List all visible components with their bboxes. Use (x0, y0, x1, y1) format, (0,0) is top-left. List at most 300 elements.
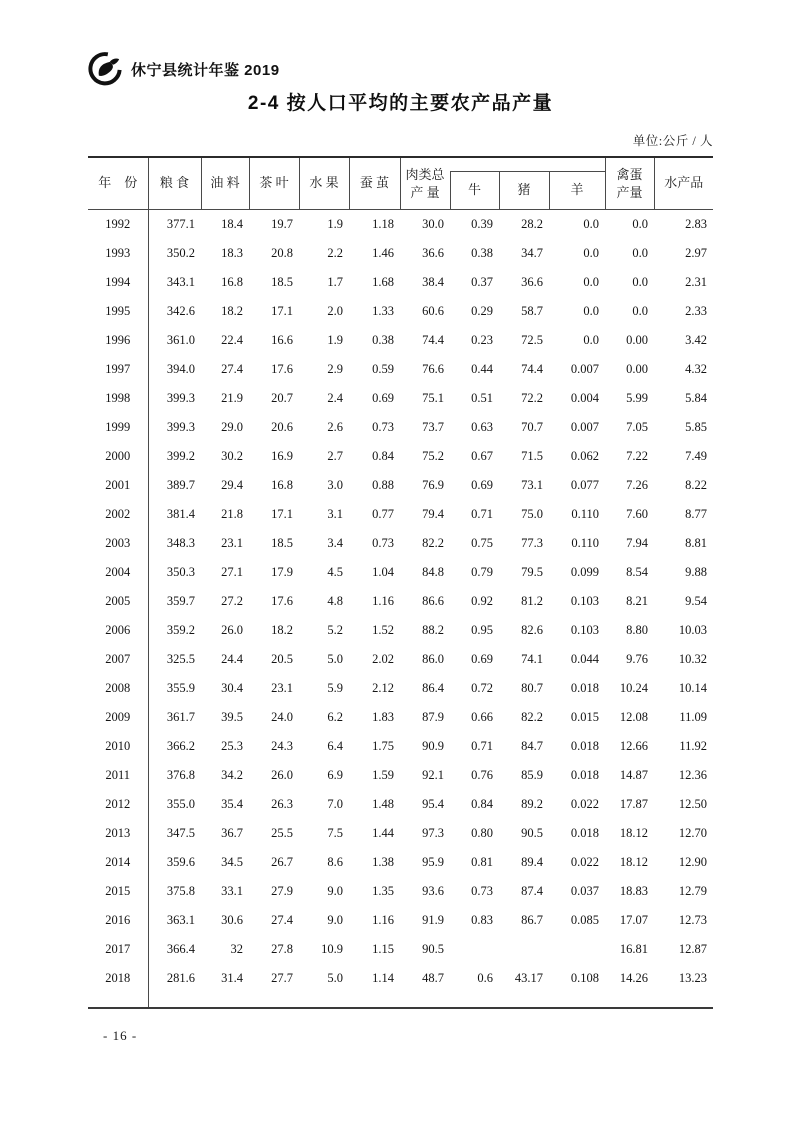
value-cell: 21.8 (221, 507, 243, 521)
table-row (88, 616, 713, 645)
value-cell: 0.37 (471, 275, 493, 289)
value-cell: 9.76 (626, 652, 649, 666)
value-cell: 361.0 (166, 333, 195, 347)
table-row (88, 877, 713, 906)
value-cell: 4.5 (327, 565, 343, 579)
value-cell: 0.6 (477, 971, 493, 985)
value-cell: 24.4 (221, 652, 243, 666)
value-cell: 76.9 (422, 478, 444, 492)
value-cell: 355.9 (166, 681, 195, 695)
table-row (88, 471, 713, 500)
value-cell: 27.2 (221, 594, 243, 608)
year-cell: 1996 (88, 326, 148, 355)
value-cell: 18.2 (221, 304, 243, 318)
value-cell: 26.3 (271, 797, 293, 811)
column-header-pig: 猪 (499, 172, 549, 210)
value-cell: 25.5 (271, 826, 293, 840)
value-cell: 1.75 (372, 739, 394, 753)
value-cell: 2.0 (327, 304, 343, 318)
value-cell: 17.1 (271, 304, 293, 318)
value-cell (450, 935, 499, 964)
value-cell: 32 (230, 942, 243, 956)
value-cell: 355.0 (166, 797, 195, 811)
column-header-total-meat (400, 157, 450, 210)
value-cell: 1.68 (372, 275, 394, 289)
table-row (88, 587, 713, 616)
value-cell: 0.73 (372, 536, 394, 550)
table-row (88, 442, 713, 471)
table-row (88, 964, 713, 993)
value-cell: 0.72 (471, 681, 493, 695)
value-cell: 89.4 (521, 855, 543, 869)
value-cell: 11.92 (679, 739, 708, 753)
table-row (88, 500, 713, 529)
value-cell: 36.6 (422, 246, 444, 260)
value-cell: 2.4 (327, 391, 343, 405)
value-cell: 0.004 (570, 391, 600, 405)
value-cell: 12.73 (678, 913, 708, 927)
value-cell: 76.6 (422, 362, 444, 376)
value-cell: 86.0 (422, 652, 444, 666)
value-cell: 1.18 (372, 217, 394, 231)
value-cell: 0.88 (372, 478, 394, 492)
value-cell: 24.0 (271, 710, 293, 724)
value-cell: 366.2 (166, 739, 195, 753)
value-cell: 77.3 (521, 536, 543, 550)
year-cell: 2014 (88, 848, 148, 877)
value-cell: 75.0 (521, 507, 543, 521)
value-cell: 35.4 (221, 797, 243, 811)
value-cell: 90.5 (521, 826, 543, 840)
value-cell: 2.7 (327, 449, 343, 463)
value-cell: 1.16 (372, 913, 394, 927)
value-cell: 16.9 (271, 449, 293, 463)
value-cell: 27.1 (221, 565, 243, 579)
year-cell: 2009 (88, 703, 148, 732)
value-cell: 0.73 (372, 420, 394, 434)
value-cell: 86.7 (521, 913, 543, 927)
column-header-fruit: 水 果 (299, 157, 349, 210)
value-cell: 16.8 (221, 275, 243, 289)
value-cell: 0.73 (471, 884, 493, 898)
value-cell: 89.2 (521, 797, 543, 811)
value-cell: 0.022 (570, 797, 600, 811)
value-cell: 6.9 (327, 768, 343, 782)
value-cell: 0.76 (471, 768, 493, 782)
filler-cell (148, 993, 713, 1008)
value-cell: 86.6 (422, 594, 444, 608)
value-cell: 20.8 (271, 246, 293, 260)
value-cell: 81.2 (521, 594, 543, 608)
value-cell: 1.48 (372, 797, 394, 811)
value-cell: 34.2 (221, 768, 243, 782)
filler-cell (88, 993, 148, 1008)
value-cell: 93.6 (422, 884, 444, 898)
value-cell: 27.7 (271, 971, 293, 985)
value-cell: 0.0 (632, 304, 649, 318)
value-cell: 10.14 (678, 681, 708, 695)
per-capita-output-table (88, 156, 713, 1009)
table-row (88, 819, 713, 848)
value-cell: 1.16 (372, 594, 394, 608)
value-cell: 18.3 (221, 246, 243, 260)
year-cell: 1994 (88, 268, 148, 297)
value-cell: 14.87 (619, 768, 649, 782)
value-cell: 1.44 (372, 826, 394, 840)
table-row (88, 761, 713, 790)
value-cell: 91.9 (422, 913, 444, 927)
value-cell: 1.9 (327, 217, 343, 231)
value-cell: 27.8 (271, 942, 293, 956)
value-cell: 8.6 (327, 855, 343, 869)
value-cell: 12.87 (678, 942, 708, 956)
value-cell: 0.0 (632, 217, 649, 231)
value-cell: 16.6 (271, 333, 293, 347)
table-row (88, 326, 713, 355)
value-cell: 11.09 (679, 710, 708, 724)
yearbook-logo-icon (88, 52, 122, 86)
value-cell: 399.2 (166, 449, 195, 463)
value-cell: 0.0 (583, 304, 600, 318)
value-cell: 0.66 (471, 710, 493, 724)
column-header-oil: 油 料 (201, 157, 249, 210)
value-cell: 19.7 (271, 217, 293, 231)
table-row (88, 645, 713, 674)
table-row (88, 239, 713, 268)
value-cell: 2.02 (372, 652, 394, 666)
column-header-poultry-eggs (605, 157, 654, 210)
value-cell: 12.70 (678, 826, 708, 840)
value-cell: 0.0 (632, 246, 649, 260)
column-header-tea: 茶 叶 (249, 157, 299, 210)
value-cell: 2.9 (327, 362, 343, 376)
table-row (88, 384, 713, 413)
value-cell (549, 935, 605, 964)
value-cell: 82.2 (521, 710, 543, 724)
value-cell: 0.84 (471, 797, 493, 811)
value-cell: 18.12 (619, 826, 649, 840)
value-cell: 0.38 (471, 246, 493, 260)
value-cell: 24.3 (271, 739, 293, 753)
year-cell: 1998 (88, 384, 148, 413)
year-cell: 2000 (88, 442, 148, 471)
value-cell: 74.4 (422, 333, 444, 347)
value-cell: 0.018 (570, 826, 600, 840)
value-cell: 2.83 (685, 217, 708, 231)
value-cell: 5.99 (626, 391, 649, 405)
unit-label: 单位:公斤 / 人 (632, 134, 713, 148)
value-cell: 12.66 (619, 739, 649, 753)
year-cell: 2012 (88, 790, 148, 819)
value-cell: 0.38 (372, 333, 394, 347)
year-cell: 2004 (88, 558, 148, 587)
brand-text: 休宁县统计年鉴 2019 (131, 61, 280, 79)
value-cell: 5.84 (685, 391, 708, 405)
value-cell: 0.018 (570, 681, 600, 695)
value-cell: 43.17 (514, 971, 543, 985)
value-cell: 7.0 (327, 797, 343, 811)
value-cell: 18.5 (271, 536, 293, 550)
value-cell: 29.0 (221, 420, 243, 434)
value-cell: 2.12 (372, 681, 394, 695)
value-cell: 7.5 (327, 826, 343, 840)
value-cell: 0.037 (570, 884, 600, 898)
value-cell: 75.1 (422, 391, 444, 405)
table-row (88, 703, 713, 732)
value-cell: 1.83 (372, 710, 394, 724)
value-cell: 366.4 (166, 942, 195, 956)
value-cell: 0.0 (632, 275, 649, 289)
value-cell: 18.12 (619, 855, 649, 869)
value-cell: 10.24 (619, 681, 649, 695)
value-cell: 95.9 (422, 855, 444, 869)
value-cell: 1.33 (372, 304, 394, 318)
year-cell: 2011 (88, 761, 148, 790)
value-cell: 17.6 (271, 594, 293, 608)
value-cell: 8.22 (685, 478, 708, 492)
filler-row (88, 993, 713, 1008)
value-cell: 6.4 (327, 739, 343, 753)
year-cell: 2007 (88, 645, 148, 674)
year-cell: 2017 (88, 935, 148, 964)
value-cell: 72.5 (521, 333, 543, 347)
value-cell: 359.7 (166, 594, 195, 608)
table-row (88, 297, 713, 326)
value-cell: 20.7 (271, 391, 293, 405)
value-cell: 375.8 (166, 884, 195, 898)
value-cell: 8.80 (626, 623, 649, 637)
value-cell: 30.2 (221, 449, 243, 463)
value-cell: 3.42 (685, 333, 708, 347)
value-cell: 377.1 (166, 217, 195, 231)
value-cell: 3.4 (327, 536, 343, 550)
value-cell: 1.52 (372, 623, 394, 637)
value-cell: 23.1 (271, 681, 293, 695)
value-cell: 82.2 (422, 536, 444, 550)
value-cell: 0.018 (570, 739, 600, 753)
value-cell: 0.39 (471, 217, 493, 231)
value-cell: 359.6 (166, 855, 195, 869)
poultry-eggs-line2: 产量 (616, 184, 643, 200)
value-cell: 6.2 (327, 710, 343, 724)
value-cell: 5.85 (685, 420, 708, 434)
year-cell: 2003 (88, 529, 148, 558)
value-cell: 34.7 (521, 246, 543, 260)
value-cell: 17.1 (271, 507, 293, 521)
value-cell: 97.3 (422, 826, 444, 840)
value-cell: 84.7 (521, 739, 543, 753)
value-cell: 0.71 (471, 739, 493, 753)
value-cell: 84.8 (422, 565, 444, 579)
value-cell: 325.5 (166, 652, 195, 666)
value-cell: 3.1 (327, 507, 343, 521)
value-cell: 82.6 (521, 623, 543, 637)
value-cell: 342.6 (166, 304, 195, 318)
value-cell: 4.8 (327, 594, 343, 608)
column-header-sheep: 羊 (549, 172, 605, 210)
value-cell: 30.4 (221, 681, 243, 695)
value-cell: 0.92 (471, 594, 493, 608)
value-cell: 27.4 (221, 362, 243, 376)
value-cell: 0.51 (471, 391, 493, 405)
value-cell: 17.87 (619, 797, 649, 811)
value-cell: 1.9 (327, 333, 343, 347)
page-number: - 16 - (103, 1028, 138, 1043)
year-cell: 2006 (88, 616, 148, 645)
value-cell: 0.007 (570, 362, 600, 376)
value-cell: 1.7 (327, 275, 343, 289)
year-cell: 1999 (88, 413, 148, 442)
year-cell: 2002 (88, 500, 148, 529)
value-cell: 20.5 (271, 652, 293, 666)
value-cell: 399.3 (166, 420, 195, 434)
value-cell: 74.4 (521, 362, 543, 376)
value-cell: 7.49 (685, 449, 708, 463)
year-cell: 1993 (88, 239, 148, 268)
table-row (88, 906, 713, 935)
value-cell: 0.29 (471, 304, 493, 318)
value-cell: 31.4 (221, 971, 243, 985)
value-cell: 23.1 (221, 536, 243, 550)
value-cell: 8.54 (626, 565, 649, 579)
table-row (88, 848, 713, 877)
value-cell: 9.0 (327, 884, 343, 898)
value-cell: 71.5 (521, 449, 543, 463)
value-cell: 0.0 (583, 275, 600, 289)
table-row (88, 355, 713, 384)
value-cell: 0.044 (570, 652, 600, 666)
value-cell: 90.9 (422, 739, 444, 753)
value-cell: 381.4 (166, 507, 195, 521)
value-cell: 73.1 (521, 478, 543, 492)
value-cell: 58.7 (521, 304, 543, 318)
value-cell: 92.1 (422, 768, 444, 782)
value-cell: 18.5 (271, 275, 293, 289)
value-cell: 80.7 (521, 681, 543, 695)
value-cell: 10.9 (321, 942, 343, 956)
value-cell: 7.26 (626, 478, 649, 492)
value-cell: 87.9 (422, 710, 444, 724)
value-cell: 0.103 (570, 623, 600, 637)
value-cell: 22.4 (221, 333, 243, 347)
value-cell: 16.8 (271, 478, 293, 492)
value-cell: 0.81 (471, 855, 493, 869)
value-cell: 7.60 (626, 507, 649, 521)
value-cell: 347.5 (166, 826, 195, 840)
yearbook-brand (88, 52, 280, 86)
value-cell: 1.38 (372, 855, 394, 869)
value-cell: 0.108 (570, 971, 600, 985)
value-cell: 14.26 (619, 971, 649, 985)
value-cell: 8.77 (685, 507, 708, 521)
year-cell: 2008 (88, 674, 148, 703)
table-body (88, 210, 713, 1009)
value-cell: 0.80 (471, 826, 493, 840)
column-header-cattle: 牛 (450, 172, 499, 210)
value-cell: 10.03 (678, 623, 708, 637)
value-cell: 2.6 (327, 420, 343, 434)
value-cell: 75.2 (422, 449, 444, 463)
value-cell: 0.79 (471, 565, 493, 579)
value-cell: 1.15 (372, 942, 394, 956)
value-cell: 389.7 (166, 478, 195, 492)
value-cell: 26.0 (221, 623, 243, 637)
value-cell: 26.7 (271, 855, 293, 869)
value-cell: 5.0 (327, 971, 343, 985)
value-cell: 8.81 (685, 536, 708, 550)
table-row (88, 558, 713, 587)
value-cell: 17.07 (619, 913, 649, 927)
value-cell: 0.69 (471, 652, 493, 666)
value-cell: 17.9 (271, 565, 293, 579)
value-cell: 350.2 (166, 246, 195, 260)
value-cell: 39.5 (221, 710, 243, 724)
value-cell: 0.59 (372, 362, 394, 376)
value-cell: 7.94 (626, 536, 649, 550)
value-cell: 0.44 (471, 362, 493, 376)
value-cell: 5.0 (327, 652, 343, 666)
value-cell: 29.4 (221, 478, 243, 492)
value-cell: 4.32 (685, 362, 708, 376)
table-row (88, 210, 713, 240)
value-cell: 25.3 (221, 739, 243, 753)
value-cell: 12.50 (678, 797, 708, 811)
value-cell: 0.015 (570, 710, 600, 724)
value-cell: 36.7 (221, 826, 243, 840)
value-cell: 1.04 (372, 565, 394, 579)
table-row (88, 529, 713, 558)
value-cell: 0.77 (372, 507, 394, 521)
value-cell (499, 935, 549, 964)
value-cell: 2.31 (685, 275, 708, 289)
value-cell: 18.83 (619, 884, 649, 898)
value-cell: 1.14 (372, 971, 394, 985)
poultry-eggs-line1: 禽蛋 (616, 166, 643, 182)
value-cell: 0.0 (583, 246, 600, 260)
year-cell: 1995 (88, 297, 148, 326)
column-header-aquatic: 水产品 (654, 157, 713, 210)
page-title: 2-4 按人口平均的主要农产品产量 (247, 93, 554, 114)
value-cell: 5.2 (327, 623, 343, 637)
value-cell: 9.0 (327, 913, 343, 927)
value-cell: 26.0 (271, 768, 293, 782)
table-row (88, 790, 713, 819)
value-cell: 0.0 (583, 217, 600, 231)
year-cell: 1997 (88, 355, 148, 384)
value-cell: 376.8 (166, 768, 195, 782)
value-cell: 5.9 (327, 681, 343, 695)
value-cell: 12.90 (678, 855, 708, 869)
value-cell: 0.00 (626, 362, 649, 376)
year-cell: 2010 (88, 732, 148, 761)
meat-subgroup-spanner (450, 157, 605, 172)
value-cell: 0.71 (471, 507, 493, 521)
value-cell: 0.007 (570, 420, 600, 434)
value-cell: 88.2 (422, 623, 444, 637)
year-cell: 2016 (88, 906, 148, 935)
year-cell: 2018 (88, 964, 148, 993)
value-cell: 0.085 (570, 913, 600, 927)
value-cell: 7.05 (626, 420, 649, 434)
value-cell: 73.7 (422, 420, 444, 434)
value-cell: 0.63 (471, 420, 493, 434)
value-cell: 30.0 (422, 217, 444, 231)
column-header-cocoon: 蚕 茧 (349, 157, 400, 210)
value-cell: 0.69 (372, 391, 394, 405)
value-cell: 30.6 (221, 913, 243, 927)
value-cell: 12.08 (619, 710, 649, 724)
value-cell: 1.59 (372, 768, 394, 782)
